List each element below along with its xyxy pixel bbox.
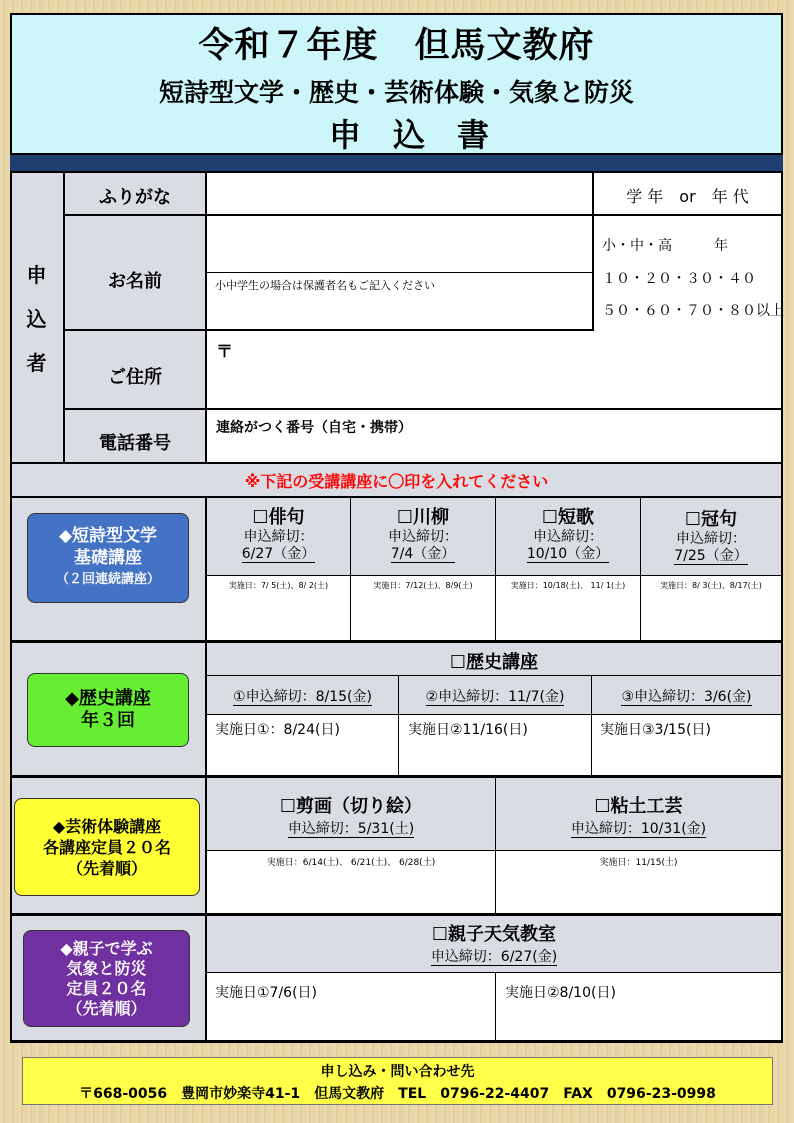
senryu-dates: 実施日：7/12(土)、8/9(土): [373, 581, 473, 590]
haiku-deadline-label: 申込締切：: [243, 529, 314, 545]
rekishi-date-2: 実施日②11/16(日): [408, 722, 528, 738]
course-nendo[interactable]: ☐粘土工芸: [594, 796, 683, 817]
postal-mark: 〒: [216, 342, 233, 362]
course-senga[interactable]: ☐剪画（切り絵）: [279, 796, 423, 817]
haiku-dates: 実施日：7/ 5(土)、8/ 2(土): [228, 581, 329, 590]
furigana-field[interactable]: [207, 173, 592, 214]
tanshi-badge: ◆短詩型文学 基礎講座 （２回連続講座）: [27, 513, 189, 603]
kanku-deadline-label: 申込締切：: [676, 531, 746, 547]
course-kanku[interactable]: ☐冠句: [684, 509, 738, 530]
kanku-dates: 実施日：8/ 3(土)、8/17(土): [660, 581, 762, 590]
grade-line-age-2[interactable]: ５０・６０・７０・８０以上: [602, 303, 784, 319]
nendo-dates: 実施日：11/15(土): [599, 858, 678, 868]
course-rekishi[interactable]: ☐歴史講座: [449, 652, 539, 673]
tanka-deadline-label: 申込締切：: [533, 529, 603, 545]
rekishi-date-1: 実施日①：8/24(日): [215, 722, 340, 738]
rekishi-deadline-3: ③申込締切：3/6(金): [621, 689, 752, 705]
course-tenki[interactable]: ☐親子天気教室: [431, 924, 557, 945]
grade-header: 学 年 or 年 代: [626, 187, 749, 206]
senga-dates: 実施日：6/14(土)、 6/21(土)、 6/28(土): [266, 858, 436, 868]
application-form: [10, 171, 783, 1043]
address-field[interactable]: [207, 331, 781, 408]
page-title: 令和７年度 但馬文教府: [198, 26, 595, 66]
grade-line-age-1[interactable]: １０・２０・３０・４０: [602, 271, 756, 287]
senryu-deadline: 7/4（金）: [390, 546, 456, 562]
tanka-deadline: 10/10（金）: [526, 546, 610, 562]
address-label: ご住所: [108, 367, 162, 388]
kanku-deadline: 7/25（金）: [674, 548, 748, 564]
form-title: 申 込 書: [312, 115, 506, 158]
header-divider-bar: [10, 155, 783, 171]
name-note: 小中学生の場合は保護者名もご記入ください: [215, 279, 435, 292]
course-tanka[interactable]: ☐短歌: [541, 507, 595, 528]
furigana-label: ふりがな: [99, 187, 171, 208]
rekishi-deadline-1: ①申込締切：8/15(金): [233, 689, 372, 705]
page-subtitle: 短詩型文学・歴史・芸術体験・気象と防災: [158, 78, 634, 107]
geijutsu-badge: ◆芸術体験講座 各講座定員２０名 （先着順）: [14, 798, 200, 896]
grade-line-school[interactable]: 小・中・高 年: [602, 238, 728, 254]
contact-address: 〒668-0056 豊岡市妙楽寺41-1 但馬文教府 TEL 0796-22-4407 FAX 0796-23-0998: [79, 1086, 716, 1102]
nendo-deadline: 申込締切：10/31(金): [570, 821, 707, 837]
name-label: お名前: [108, 271, 162, 292]
contact-heading: 申し込み・問い合わせ先: [320, 1064, 475, 1080]
phone-label: 電話番号: [99, 433, 171, 454]
instruction-text: ※下記の受講講座に〇印を入れてください: [244, 472, 549, 491]
course-senryu[interactable]: ☐川柳: [396, 507, 450, 528]
rekishi-date-3: 実施日③3/15(日): [600, 722, 711, 738]
phone-field[interactable]: [207, 410, 781, 462]
senryu-deadline-label: 申込締切：: [388, 529, 458, 545]
phone-note: 連絡がつく番号（自宅・携帯）: [216, 420, 412, 436]
course-haiku[interactable]: ☐俳句: [252, 507, 305, 528]
tenki-deadline: 申込締切：6/27(金): [430, 949, 558, 965]
name-field[interactable]: [207, 216, 592, 272]
tenki-date-2: 実施日②8/10(日): [505, 985, 616, 1001]
rekishi-deadline-2: ②申込締切：11/7(金): [425, 689, 565, 705]
applicant-section-label: 申 込 者: [26, 263, 47, 375]
kishou-badge: ◆親子で学ぶ 気象と防災 定員２０名 （先着順）: [23, 930, 190, 1027]
tanka-dates: 実施日：10/18(土)、 11/ 1(土): [510, 581, 626, 590]
contact-footer: [22, 1057, 773, 1105]
senga-deadline: 申込締切：5/31(土): [287, 821, 415, 837]
header-banner: [10, 13, 783, 155]
haiku-deadline: 6/27（金）: [241, 546, 316, 562]
rekishi-badge: ◆歴史講座 年３回: [27, 673, 189, 747]
tenki-date-1: 実施日①7/6(日): [215, 985, 318, 1001]
